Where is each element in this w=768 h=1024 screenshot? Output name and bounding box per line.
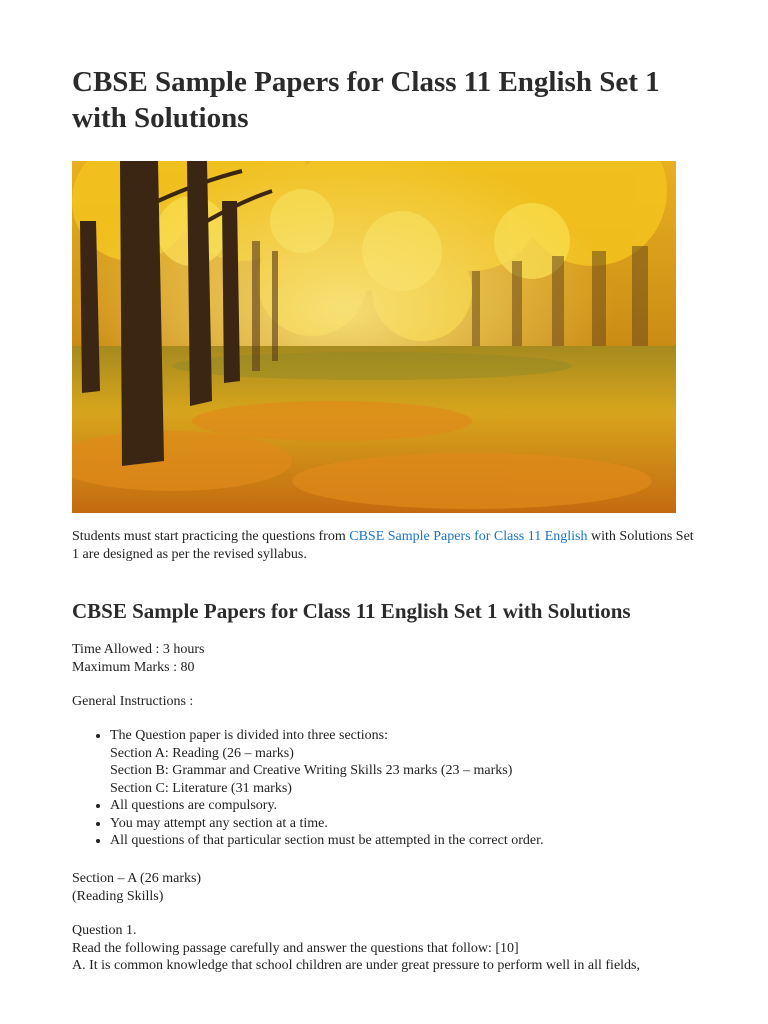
intro-text-after: with Solutions Set 1 are designed as per the revised syllabus. bbox=[72, 529, 694, 562]
intro-text-before: Students must start practicing the questions from bbox=[72, 529, 350, 544]
autumn-forest-illustration bbox=[72, 161, 676, 513]
instruction-item: • All questions of that particular section must be attempted in the correct order. bbox=[110, 832, 710, 850]
section-a-header bbox=[72, 870, 201, 906]
instructions-list bbox=[72, 727, 710, 850]
time-allowed: Time Allowed : 3 hours bbox=[72, 642, 205, 657]
general-instructions-label: General Instructions : bbox=[72, 694, 194, 709]
exam-meta bbox=[72, 641, 205, 677]
section-a-subheading: (Reading Skills) bbox=[72, 889, 164, 904]
instruction-subitem: Section B: Grammar and Creative Writing Skills 23 marks (23 – marks) bbox=[110, 763, 513, 778]
question-instruction: Read the following passage carefully and answer the questions that follow: [10] bbox=[72, 940, 519, 956]
intro-paragraph bbox=[72, 528, 702, 564]
instruction-item bbox=[110, 727, 710, 797]
sample-papers-link[interactable]: CBSE Sample Papers for Class 11 English bbox=[349, 529, 588, 544]
instruction-item: • All questions are compulsory. bbox=[110, 797, 710, 815]
instruction-subitem: Section A: Reading (26 – marks) bbox=[110, 745, 294, 761]
question-passage: A. It is common knowledge that school children are under great pressure to perform well in all fields, bbox=[72, 958, 640, 973]
section-heading: CBSE Sample Papers for Class 11 English Set 1 with Solutions bbox=[72, 599, 631, 623]
instruction-item: • You may attempt any section at a time. bbox=[110, 815, 710, 833]
question-1 bbox=[72, 922, 702, 975]
question-label: Question 1. bbox=[72, 923, 137, 938]
instruction-text: The Question paper is divided into three sections: bbox=[110, 728, 388, 743]
page-title: CBSE Sample Papers for Class 11 English Set 1 with Solutions bbox=[72, 66, 660, 134]
section-a-heading: Section – A (26 marks) bbox=[72, 871, 202, 886]
instruction-subitem: Section C: Literature (31 marks) bbox=[110, 780, 292, 796]
autumn-forest-image bbox=[72, 161, 676, 513]
maximum-marks: Maximum Marks : 80 bbox=[72, 660, 195, 675]
